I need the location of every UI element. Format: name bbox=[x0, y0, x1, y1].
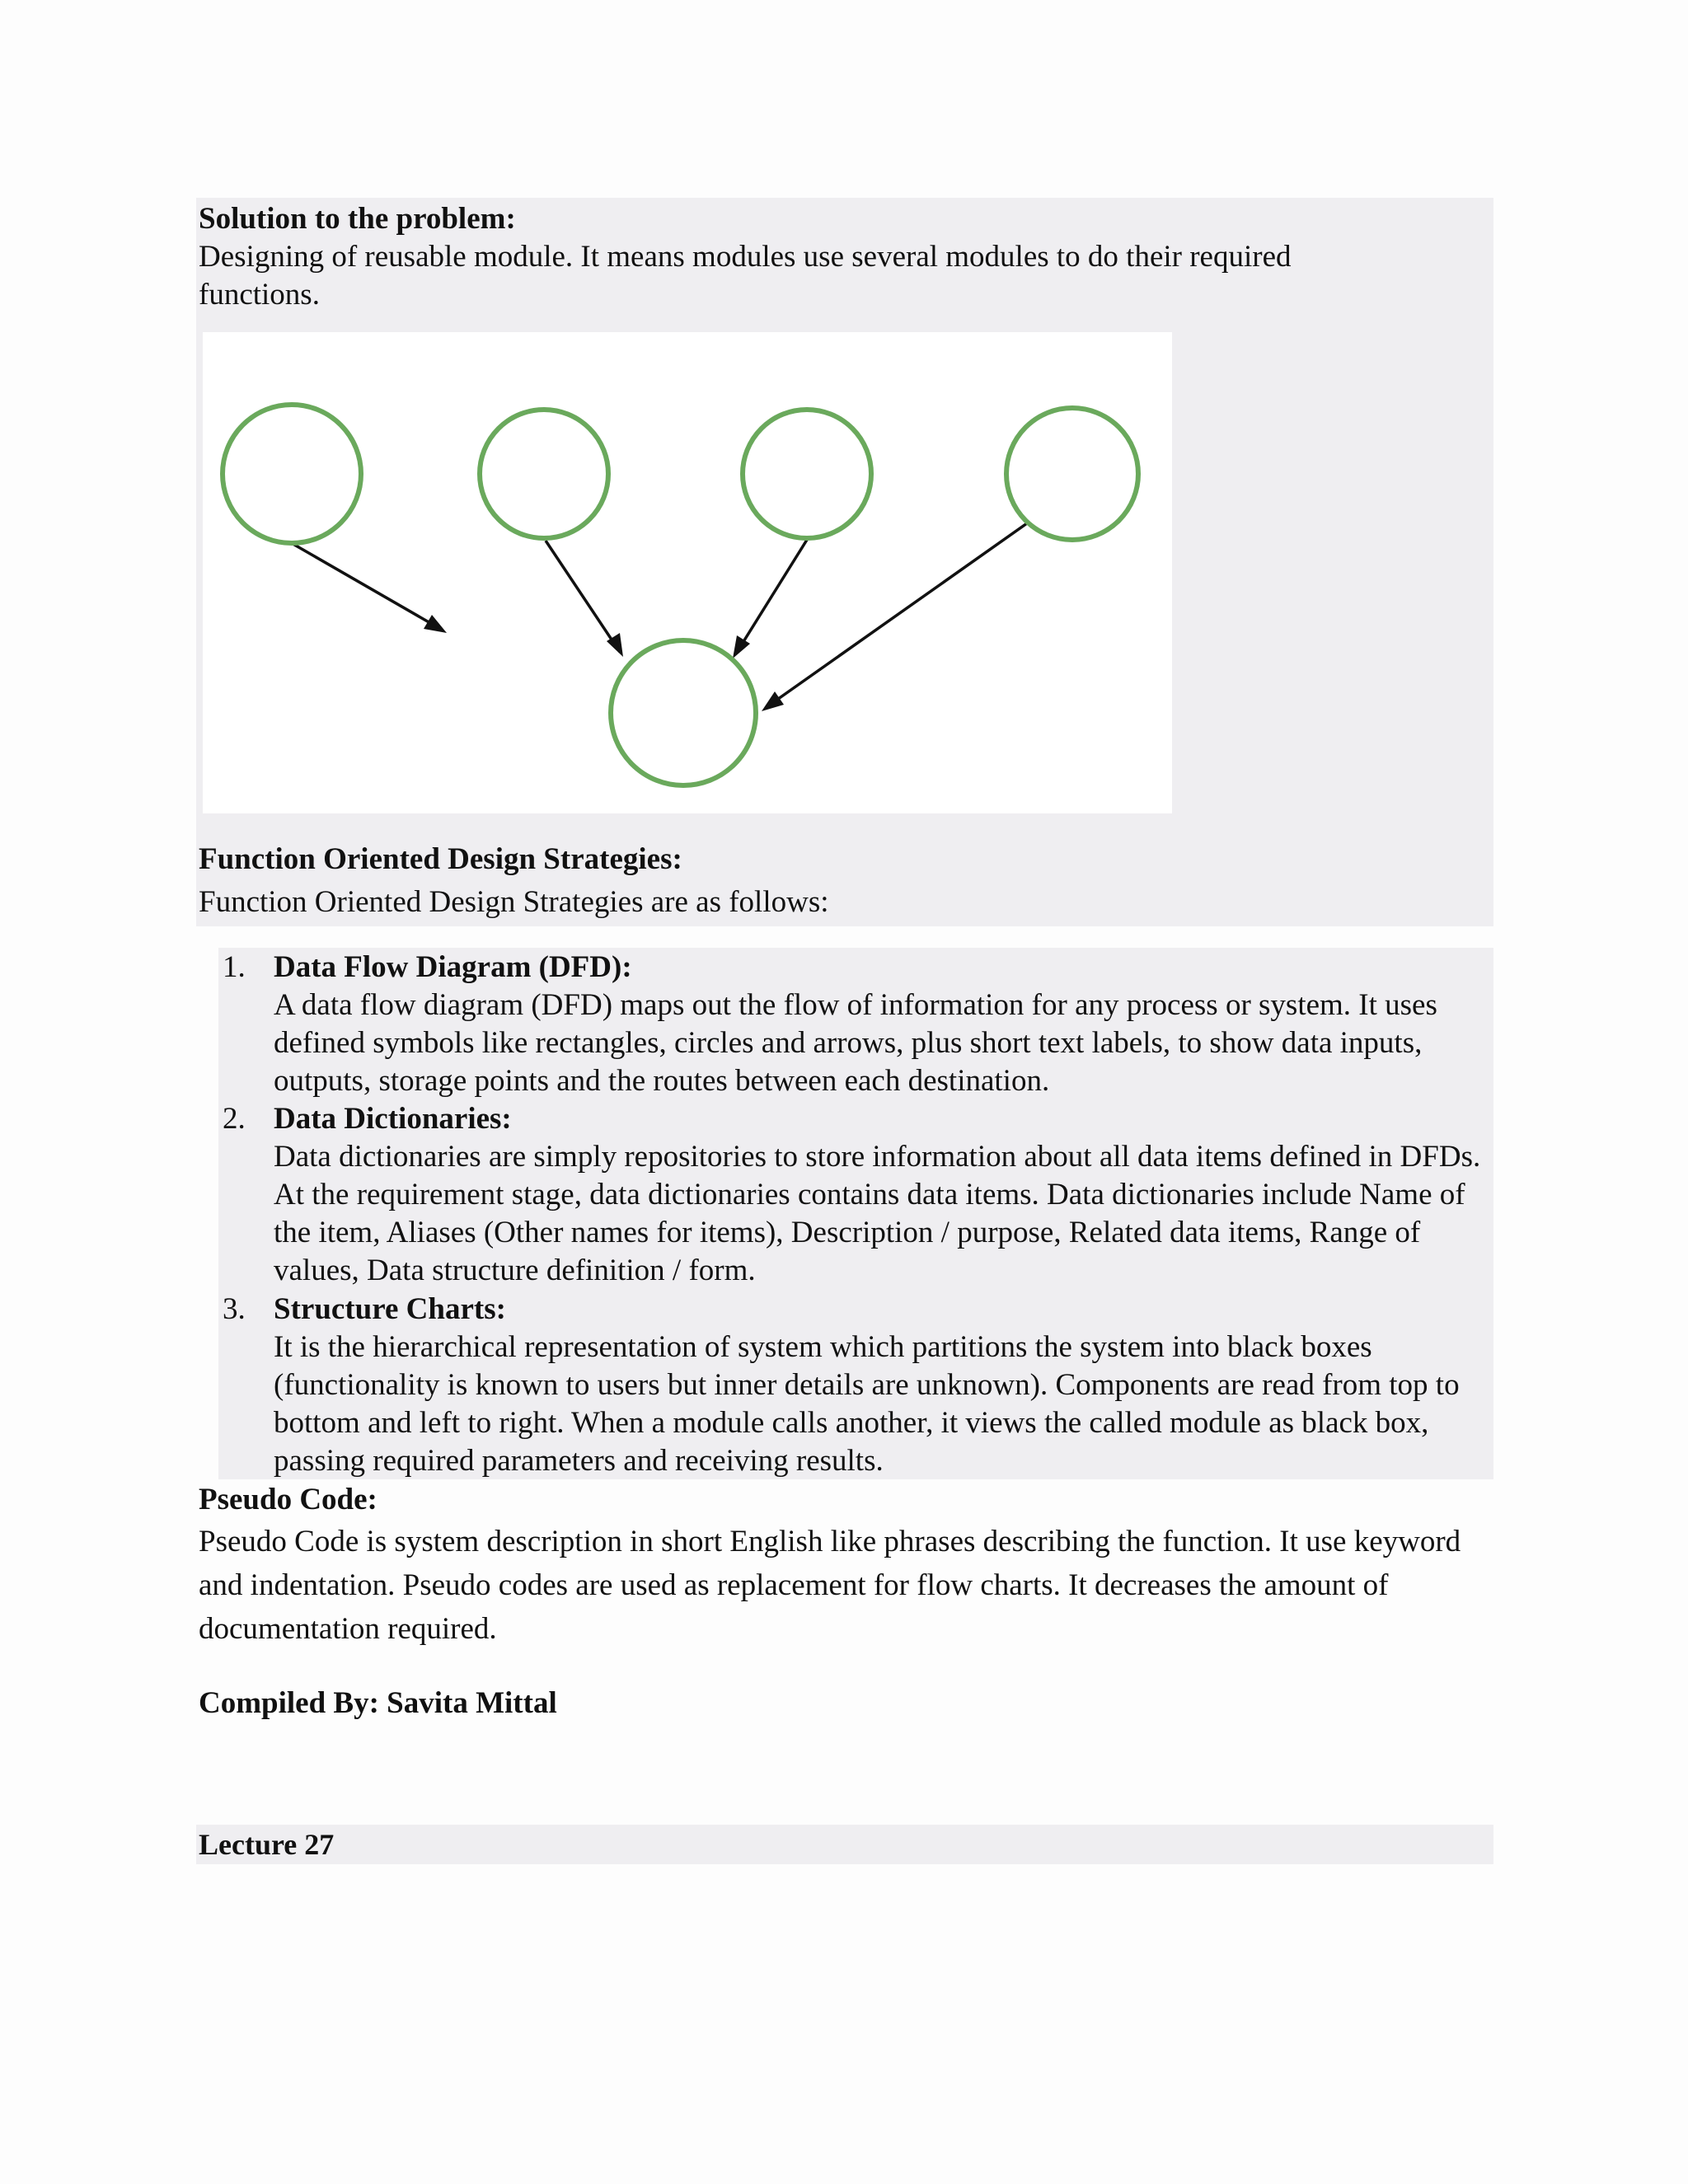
arrowhead-1 bbox=[424, 615, 447, 633]
list-item-title: Data Flow Diagram (DFD): bbox=[274, 950, 632, 984]
module-reuse-diagram bbox=[203, 332, 1172, 813]
solution-text: Designing of reusable module. It means modules use several modules to do their required functions. bbox=[199, 240, 1292, 312]
arrowhead-4 bbox=[762, 691, 784, 711]
pseudo-code-heading: Pseudo Code: bbox=[199, 1483, 377, 1516]
module-node-3 bbox=[743, 410, 871, 538]
arrow-node4-to-center bbox=[767, 523, 1027, 707]
module-node-2 bbox=[480, 410, 608, 538]
list-item-text: It is the hierarchical representation of system which partitions the system into black boxes (functionality is known to users but inner details are unknown). Components are read from top to bottom and left to right. When a module calls another, it views the called module as black box, passing required parameters and receiving results. bbox=[274, 1330, 1460, 1478]
list-item-text: A data flow diagram (DFD) maps out the flow of information for any process or system. It uses defined symbols like rectangles, circles and arrows, plus short text labels, to show data inputs, outputs, storage points and the routes between each destination. bbox=[274, 988, 1437, 1098]
list-item-title: Data Dictionaries: bbox=[274, 1102, 512, 1136]
diagram-svg bbox=[203, 332, 1172, 813]
list-item-text: Data dictionaries are simply repositories to store information about all data items defined in DFDs. At the requirement stage, data dictionaries contains data items. Data dictionaries include Name of the item, Aliases (Other names for items), Description / purpose, Related data items, Range of values, Data structure definition / form. bbox=[274, 1140, 1481, 1287]
reused-module-node bbox=[611, 640, 756, 785]
solution-heading: Solution to the problem: bbox=[199, 202, 516, 236]
list-number: 3. bbox=[223, 1292, 246, 1326]
pseudo-code-text: Pseudo Code is system description in short English like phrases describing the function. It use keyword and indentation. Pseudo codes are used as replacement for flow charts. It decreases the amount of documentation required. bbox=[199, 1525, 1461, 1646]
arrow-node3-to-center bbox=[736, 540, 807, 654]
list-item-title: Structure Charts: bbox=[274, 1292, 506, 1326]
module-node-1 bbox=[223, 405, 361, 543]
module-node-4 bbox=[1006, 408, 1138, 540]
strategies-heading: Function Oriented Design Strategies: bbox=[199, 842, 682, 876]
list-number: 1. bbox=[223, 950, 246, 984]
list-number: 2. bbox=[223, 1102, 246, 1136]
arrowhead-3 bbox=[733, 635, 750, 658]
arrow-node2-to-center bbox=[546, 541, 620, 652]
strategies-intro: Function Oriented Design Strategies are as follows: bbox=[199, 885, 829, 919]
lecture-label: Lecture 27 bbox=[199, 1828, 335, 1861]
compiled-by: Compiled By: Savita Mittal bbox=[199, 1686, 557, 1720]
arrow-node1-to-center bbox=[290, 542, 442, 630]
lecture-bar-background bbox=[196, 1825, 1493, 1864]
